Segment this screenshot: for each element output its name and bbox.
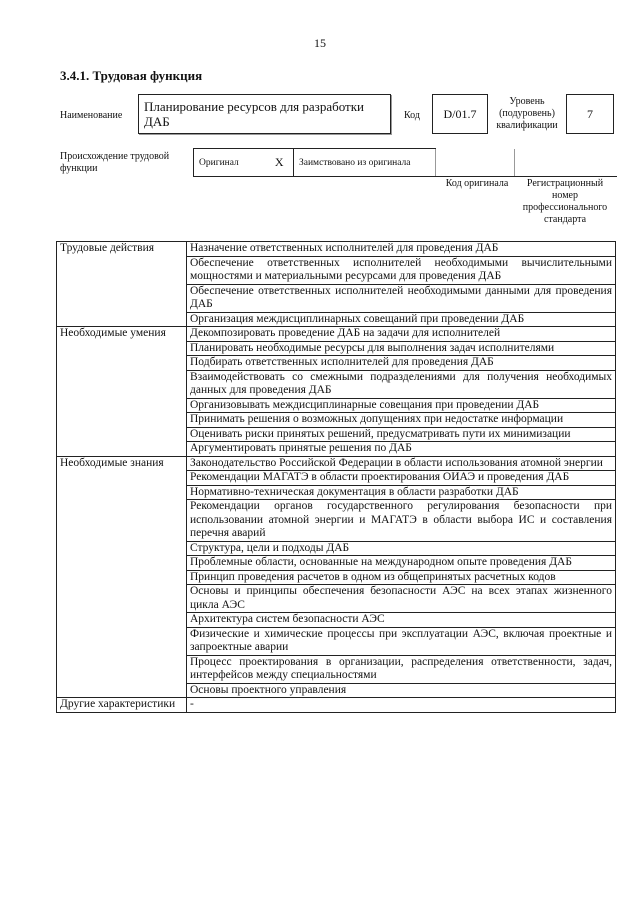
required-knowledge-item: Основы проектного управления [187, 683, 616, 698]
required-knowledge-item: Архитектура систем безопасности АЭС [187, 613, 616, 628]
required-knowledge-item: Рекомендации органов государственного регулирования безопасности при использовании атомной энергии и МАГАТЭ в области выбора ИС и составления перечня аварий [187, 500, 616, 542]
code-label: Код [404, 110, 420, 121]
required-skills-item: Декомпозировать проведение ДАБ на задачи для исполнителей [187, 327, 616, 342]
function-name-field: Планирование ресурсов для разработки ДАБ [138, 94, 391, 134]
other-characteristics-item: - [187, 698, 616, 713]
required-knowledge-item: Процесс проектирования в организации, распределения ответственности, задач, интерфейсов между специальностями [187, 655, 616, 683]
required-knowledge-item: Структура, цели и подходы ДАБ [187, 541, 616, 556]
required-knowledge-item: Основы и принципы обеспечения безопасности АЭС на всех этапах жизненного цикла АЭС [187, 585, 616, 613]
original-code-caption: Код оригинала [445, 178, 509, 189]
required-knowledge-item: Проблемные области, основанные на международном опыте проведения ДАБ [187, 556, 616, 571]
required-skills-item: Принимать решения о возможных допущениях при недостатке информации [187, 413, 616, 428]
table-row [57, 698, 616, 713]
page-number: 15 [314, 36, 326, 50]
required-skills-item: Оценивать риски принятых решений, предусматривать пути их минимизации [187, 427, 616, 442]
qualification-level-field: 7 [566, 94, 614, 134]
required-skills-item: Организовывать междисциплинарные совещания при проведении ДАБ [187, 398, 616, 413]
required-skills-item: Взаимодействовать со смежными подразделениями для получения необходимых данных для проведения ДАБ [187, 370, 616, 398]
registration-number-cell [515, 149, 617, 177]
code-value-field: D/01.7 [432, 94, 488, 134]
table-row [57, 242, 616, 257]
level-label: Уровень (подуровень) квалификации [496, 96, 558, 131]
required-knowledge-category: Необходимые знания [57, 456, 187, 698]
other-characteristics-category: Другие характеристики [57, 698, 187, 713]
labor-actions-item: Организация междисциплинарных совещаний при проведении ДАБ [187, 312, 616, 327]
required-knowledge-item: Нормативно-техническая документация в области разработки ДАБ [187, 485, 616, 500]
required-skills-item: Аргументировать принятые решения по ДАБ [187, 442, 616, 457]
required-skills-item: Планировать необходимые ресурсы для выполнения задач исполнителями [187, 341, 616, 356]
required-knowledge-item: Рекомендации МАГАТЭ в области проектирования ОИАЭ и проведения ДАБ [187, 471, 616, 486]
labor-actions-item: Обеспечение ответственных исполнителей необходимыми вычислительными мощностями и материальными ресурсами для проведения ДАБ [187, 256, 616, 284]
required-knowledge-item: Физические и химические процессы при эксплуатации АЭС, включая проектные и запроектные аварии [187, 627, 616, 655]
original-mark: X [266, 149, 294, 177]
labor-actions-item: Обеспечение ответственных исполнителей необходимыми данными для проведения ДАБ [187, 284, 616, 312]
origin-label: Происхождение трудовой функции [60, 151, 170, 174]
labor-function-table [56, 241, 616, 713]
section-title: 3.4.1. Трудовая функция [60, 68, 203, 83]
origin-table [193, 148, 617, 177]
required-knowledge-item: Принцип проведения расчетов в одном из общепринятых расчетных кодов [187, 570, 616, 585]
labor-actions-item: Назначение ответственных исполнителей для проведения ДАБ [187, 242, 616, 257]
required-skills-item: Подбирать ответственных исполнителей для проведения ДАБ [187, 356, 616, 371]
table-row [57, 327, 616, 342]
original-label: Оригинал [194, 149, 266, 177]
borrowed-label: Заимствовано из оригинала [294, 149, 436, 177]
labor-actions-category: Трудовые действия [57, 242, 187, 327]
registration-number-caption: Регистрационный номер профессионального стандарта [522, 178, 608, 225]
required-knowledge-item: Законодательство Российской Федерации в области использования атомной энергии [187, 456, 616, 471]
table-row [57, 456, 616, 471]
required-skills-category: Необходимые умения [57, 327, 187, 457]
name-label: Наименование [60, 110, 123, 121]
original-code-cell [436, 149, 515, 177]
